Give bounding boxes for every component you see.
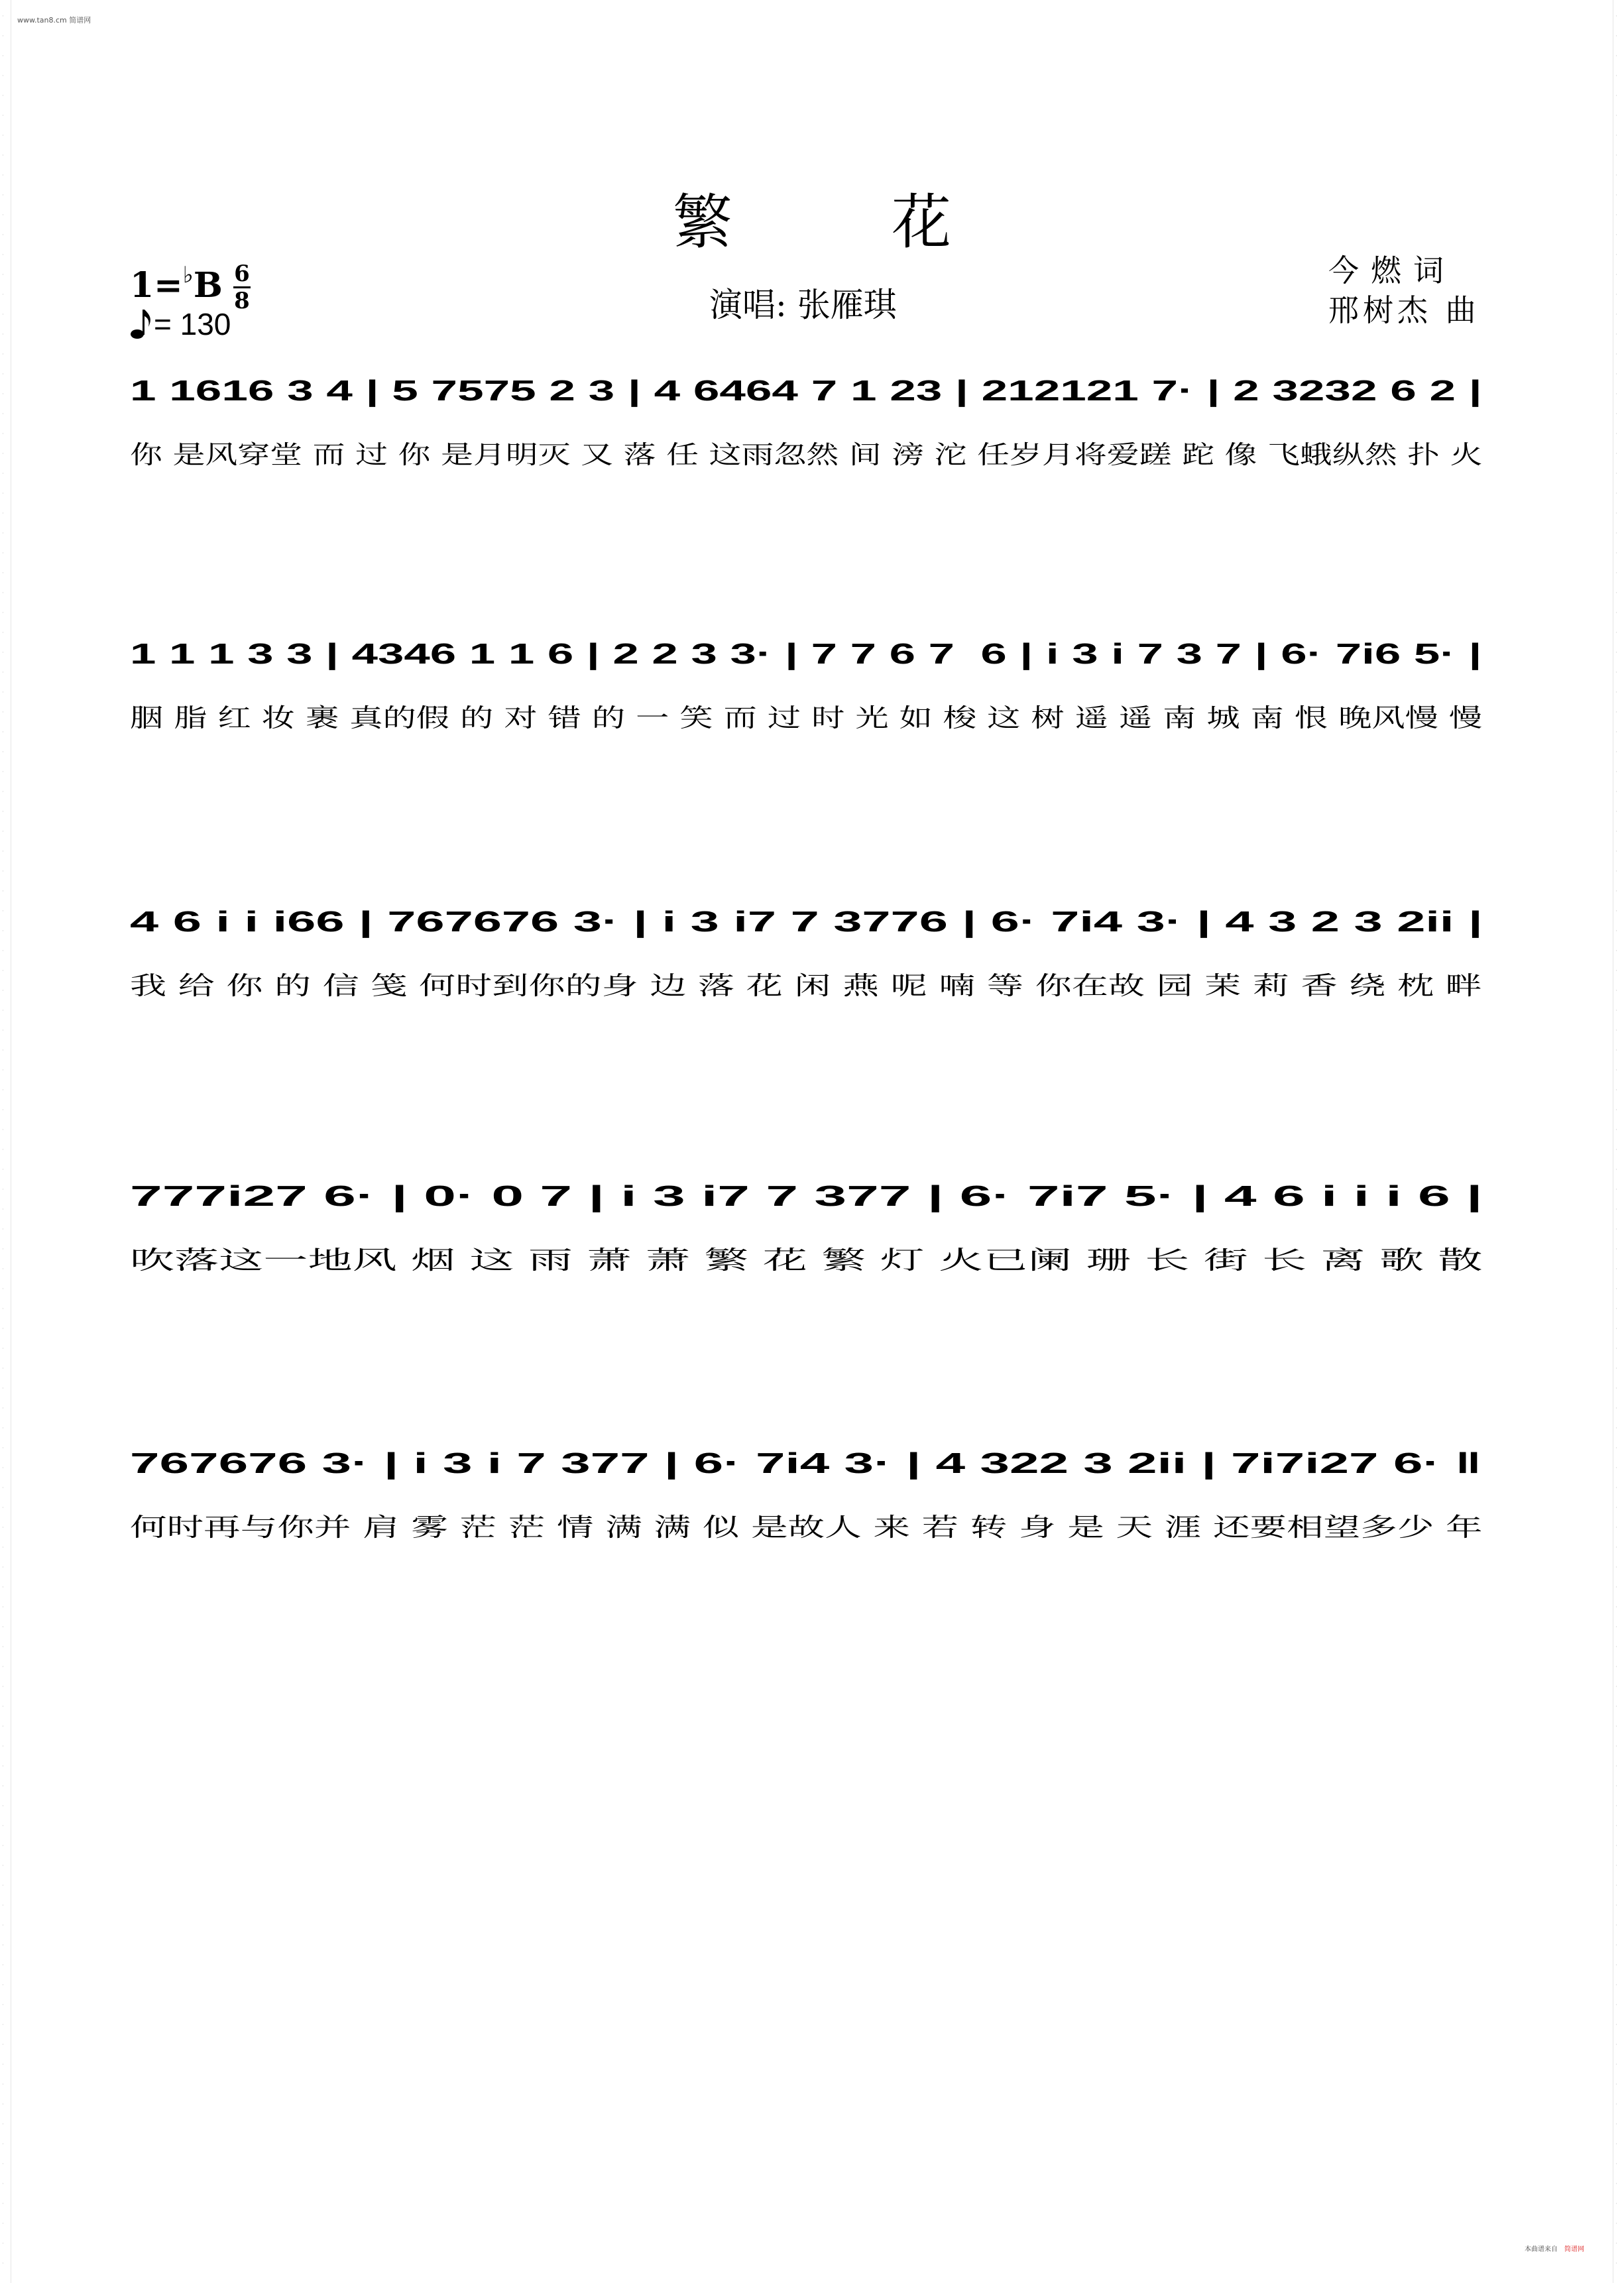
strip-mark: · <box>1615 33 1617 40</box>
strip-mark: · <box>1615 709 1617 716</box>
strip-mark: · <box>2 729 4 736</box>
strip-mark: · <box>1615 1087 1617 1094</box>
strip-mark: · <box>1615 1127 1617 1134</box>
strip-mark: · <box>1615 272 1617 278</box>
strip-mark: · <box>2 1962 4 1969</box>
strip-mark: · <box>1615 1763 1617 1770</box>
strip-mark: · <box>2 2101 4 2108</box>
strip-mark: · <box>2 1922 4 1929</box>
strip-mark: · <box>1615 1067 1617 1074</box>
strip-mark: · <box>2 689 4 696</box>
strip-mark: · <box>1615 113 1617 119</box>
strip-mark: · <box>2 1664 4 1670</box>
strip-mark: · <box>2 1883 4 1889</box>
strip-mark: · <box>1615 53 1617 60</box>
strip-mark: · <box>2 1545 4 1551</box>
strip-mark: · <box>1615 451 1617 457</box>
strip-mark: · <box>1615 928 1617 935</box>
score-row-5 <box>130 1447 1495 1593</box>
title-char-1: 繁 <box>673 188 732 257</box>
strip-mark: · <box>1615 789 1617 795</box>
strip-mark: · <box>2 1644 4 1651</box>
strip-mark: · <box>2 1326 4 1332</box>
right-margin-strip <box>1613 0 1624 2283</box>
strip-mark: · <box>2 2241 4 2247</box>
strip-mark: · <box>2 1047 4 1054</box>
strip-mark: · <box>1615 1027 1617 1034</box>
strip-mark: · <box>1615 1405 1617 1412</box>
strip-mark: · <box>2 1027 4 1034</box>
strip-mark: · <box>1615 1326 1617 1332</box>
strip-mark: · <box>1615 1624 1617 1631</box>
score-row-3 <box>130 906 1495 1051</box>
strip-mark: · <box>2 1366 4 1372</box>
strip-mark: · <box>1615 1525 1617 1531</box>
strip-mark: · <box>1615 988 1617 994</box>
strip-mark: · <box>2 1405 4 1412</box>
strip-mark: · <box>2 530 4 537</box>
strip-mark: · <box>1615 1903 1617 1909</box>
title-char-2: 花 <box>892 188 951 257</box>
lyrics-line: 何时再与你并 肩 雾 茫 茫 情 满 满 似 是故人 来 若 转 身 是 天 涯 还要相望多少 年 <box>130 1513 1483 1542</box>
strip-mark: · <box>2 948 4 955</box>
strip-mark: · <box>1615 411 1617 418</box>
composer: 邢树杰 曲 <box>1328 292 1480 328</box>
strip-mark: · <box>1615 1167 1617 1173</box>
strip-mark: · <box>1615 2081 1617 2088</box>
strip-mark: · <box>1615 1883 1617 1889</box>
strip-mark: · <box>1615 1505 1617 1511</box>
strip-mark: · <box>1615 391 1617 398</box>
strip-mark: · <box>2 232 4 239</box>
strip-mark: · <box>2 849 4 855</box>
notation-line: 4 6 i i i66 | 767676 3· | i 3 i7 7 3776 | 6· 7i4 3· | 4 3 2 3 2ii | <box>130 906 1483 938</box>
strip-mark: · <box>2 133 4 139</box>
strip-mark: · <box>2 1743 4 1750</box>
strip-mark: · <box>2 391 4 398</box>
notation-line: 1 1616 3 4 | 5 7575 2 3 | 4 6464 7 1 23 | 212121 7· | 2 3232 6 2 | <box>130 375 1482 407</box>
strip-mark: · <box>1615 610 1617 616</box>
strip-mark: · <box>2 172 4 179</box>
left-margin-strip <box>0 0 11 2283</box>
strip-mark: · <box>1615 1385 1617 1392</box>
strip-mark: · <box>2 1823 4 1830</box>
strip-mark: · <box>2 709 4 716</box>
strip-mark: · <box>2 1604 4 1611</box>
strip-mark: · <box>1615 630 1617 636</box>
strip-mark: · <box>1615 1465 1617 1472</box>
strip-mark: · <box>1615 1962 1617 1969</box>
performer: 演唱: 张雁琪 <box>709 286 897 324</box>
strip-mark: · <box>1615 729 1617 736</box>
strip-mark: · <box>2 590 4 597</box>
strip-mark: · <box>2 928 4 935</box>
strip-mark: · <box>2 789 4 795</box>
strip-mark: · <box>1615 1266 1617 1273</box>
strip-mark: · <box>2 1724 4 1730</box>
strip-mark: · <box>2 212 4 219</box>
strip-mark: · <box>1615 13 1617 20</box>
strip-mark: · <box>1615 1684 1617 1690</box>
strip-mark: · <box>1615 1843 1617 1849</box>
strip-mark: · <box>1615 1425 1617 1432</box>
strip-mark: · <box>1615 232 1617 239</box>
strip-mark: · <box>1615 1246 1617 1253</box>
footer-left: 本曲谱来自 <box>1525 2246 1558 2253</box>
strip-mark: · <box>1615 1346 1617 1352</box>
strip-mark: · <box>1615 1922 1617 1929</box>
strip-mark: · <box>2 431 4 438</box>
strip-mark: · <box>2 2022 4 2028</box>
strip-mark: · <box>1615 868 1617 875</box>
tempo-marking <box>130 306 231 342</box>
strip-mark: · <box>2 1704 4 1710</box>
strip-mark: · <box>1615 550 1617 557</box>
notation-line: 767676 3· | i 3 i 7 377 | 6· 7i4 3· | 4 322 3 2ii | 7i7i27 6· ‖ <box>130 1447 1482 1480</box>
strip-mark: · <box>2 2081 4 2088</box>
strip-mark: · <box>1615 968 1617 974</box>
strip-mark: · <box>2 1525 4 1531</box>
strip-mark: · <box>1615 1445 1617 1452</box>
lyrics-line: 吹落这一地风 烟 这 雨 萧 萧 繁 花 繁 灯 火已阑 珊 长 街 长 离 歌 散 <box>130 1246 1483 1275</box>
lyrics-line: 我 给 你 的 信 笺 何时到你的身 边 落 花 闲 燕 呢 喃 等 你在故 园 茉 莉 香 绕 枕 畔 <box>130 971 1482 1000</box>
strip-mark: · <box>1615 948 1617 955</box>
strip-mark: · <box>2 93 4 99</box>
strip-mark: · <box>1615 2141 1617 2148</box>
time-sig-bottom: 8 <box>234 288 250 314</box>
eighth-note-icon <box>130 307 154 340</box>
score-row-1 <box>130 375 1495 520</box>
key-signature <box>130 262 223 306</box>
tempo-value: = 130 <box>154 307 231 341</box>
strip-mark: · <box>1615 1187 1617 1193</box>
time-signature <box>233 263 251 312</box>
key-prefix: 1= <box>130 265 183 306</box>
strip-mark: · <box>1615 570 1617 577</box>
strip-mark: · <box>1615 133 1617 139</box>
strip-mark: · <box>2 2141 4 2148</box>
strip-mark: · <box>1615 2260 1617 2267</box>
strip-mark: · <box>2 2201 4 2207</box>
strip-mark: · <box>2 73 4 80</box>
strip-mark: · <box>2 610 4 616</box>
strip-mark: · <box>2 809 4 815</box>
strip-mark: · <box>2 908 4 915</box>
strip-mark: · <box>1615 2121 1617 2128</box>
strip-mark: · <box>1615 1664 1617 1670</box>
strip-mark: · <box>2 2121 4 2128</box>
strip-mark: · <box>2 252 4 259</box>
time-sig-top: 6 <box>234 261 250 287</box>
strip-mark: · <box>2 272 4 278</box>
score-row-2 <box>130 638 1495 784</box>
strip-mark: · <box>2 968 4 974</box>
strip-mark: · <box>2 1067 4 1074</box>
strip-mark: · <box>1615 689 1617 696</box>
strip-mark: · <box>2 1226 4 1233</box>
strip-mark: · <box>1615 252 1617 259</box>
strip-mark: · <box>2 1803 4 1810</box>
strip-mark: · <box>2 1246 4 1253</box>
strip-mark: · <box>1615 809 1617 815</box>
strip-mark: · <box>1615 1704 1617 1710</box>
strip-mark: · <box>2 1564 4 1571</box>
strip-mark: · <box>1615 829 1617 835</box>
strip-mark: · <box>2 1107 4 1114</box>
strip-mark: · <box>1615 530 1617 537</box>
strip-mark: · <box>2 769 4 776</box>
strip-mark: · <box>2 1863 4 1869</box>
strip-mark: · <box>2 1187 4 1193</box>
strip-mark: · <box>2 2062 4 2068</box>
strip-mark: · <box>2 1465 4 1472</box>
strip-mark: · <box>2 2042 4 2048</box>
strip-mark: · <box>2 152 4 159</box>
strip-mark: · <box>1615 1564 1617 1571</box>
strip-mark: · <box>1615 849 1617 855</box>
strip-mark: · <box>2 2181 4 2188</box>
strip-mark: · <box>1615 1226 1617 1233</box>
strip-mark: · <box>2 13 4 20</box>
strip-mark: · <box>1615 1863 1617 1869</box>
strip-mark: · <box>2 292 4 298</box>
strip-mark: · <box>2 1266 4 1273</box>
strip-mark: · <box>1615 1942 1617 1949</box>
strip-mark: · <box>2 1286 4 1293</box>
strip-mark: · <box>2 1624 4 1631</box>
strip-mark: · <box>1615 212 1617 219</box>
strip-mark: · <box>2 1982 4 1989</box>
strip-mark: · <box>2 1425 4 1432</box>
strip-mark: · <box>1615 1306 1617 1313</box>
strip-mark: · <box>1615 331 1617 338</box>
strip-mark: · <box>1615 888 1617 895</box>
strip-mark: · <box>1615 1724 1617 1730</box>
strip-mark: · <box>2 1485 4 1492</box>
strip-mark: · <box>2 1505 4 1511</box>
strip-mark: · <box>2 2161 4 2168</box>
strip-mark: · <box>2 351 4 358</box>
strip-mark: · <box>2 2002 4 2009</box>
strip-mark: · <box>2 1684 4 1690</box>
strip-mark: · <box>1615 1743 1617 1750</box>
key-note: B <box>193 265 223 306</box>
strip-mark: · <box>2 1843 4 1849</box>
strip-mark: · <box>1615 2062 1617 2068</box>
strip-mark: · <box>2 312 4 318</box>
strip-mark: · <box>1615 2201 1617 2207</box>
strip-mark: · <box>1615 471 1617 477</box>
strip-mark: · <box>1615 172 1617 179</box>
strip-mark: · <box>1615 2221 1617 2227</box>
strip-mark: · <box>1615 2241 1617 2247</box>
strip-mark: · <box>1615 431 1617 438</box>
strip-mark: · <box>1615 1783 1617 1790</box>
strip-mark: · <box>1615 2181 1617 2188</box>
strip-mark: · <box>2 411 4 418</box>
strip-mark: · <box>1615 1206 1617 1213</box>
lyrics-line: 胭 脂 红 妆 裹 真的假 的 对 错 的 一 笑 而 过 时 光 如 梭 这 树 遥 遥 南 城 南 恨 晚风慢 慢 <box>130 703 1483 732</box>
strip-mark: · <box>2 1147 4 1153</box>
strip-mark: · <box>2 988 4 994</box>
strip-mark: · <box>2 2260 4 2267</box>
footer-right: 简谱网 <box>1564 2246 1584 2253</box>
strip-mark: · <box>2 650 4 656</box>
strip-mark: · <box>2 749 4 756</box>
strip-mark: · <box>1615 670 1617 676</box>
strip-mark: · <box>2 1584 4 1591</box>
strip-mark: · <box>2 192 4 199</box>
strip-mark: · <box>1615 1823 1617 1830</box>
strip-mark: · <box>2 53 4 60</box>
strip-mark: · <box>2 1903 4 1909</box>
strip-mark: · <box>2 2221 4 2227</box>
strip-mark: · <box>1615 2042 1617 2048</box>
strip-mark: · <box>2 510 4 517</box>
flat-icon: ♭ <box>182 262 194 288</box>
strip-mark: · <box>2 829 4 835</box>
strip-mark: · <box>1615 1008 1617 1014</box>
strip-mark: · <box>2 1942 4 1949</box>
strip-mark: · <box>2 670 4 676</box>
strip-mark: · <box>1615 93 1617 99</box>
strip-mark: · <box>2 1346 4 1352</box>
strip-mark: · <box>2 1783 4 1790</box>
strip-mark: · <box>1615 192 1617 199</box>
strip-mark: · <box>1615 908 1617 915</box>
strip-mark: · <box>2 1008 4 1014</box>
strip-mark: · <box>1615 1545 1617 1551</box>
strip-mark: · <box>1615 1485 1617 1492</box>
strip-mark: · <box>1615 371 1617 378</box>
strip-mark: · <box>1615 312 1617 318</box>
strip-mark: · <box>2 451 4 457</box>
strip-mark: · <box>1615 152 1617 159</box>
strip-mark: · <box>1615 292 1617 298</box>
strip-mark: · <box>2 888 4 895</box>
notation-line: 1 1 1 3 3 | 4346 1 1 6 | 2 2 3 3· | 7 7 6 7 6 | i 3 i 7 3 7 | 6· 7i6 5· | <box>130 638 1482 670</box>
strip-mark: · <box>2 1385 4 1392</box>
strip-mark: · <box>2 1206 4 1213</box>
score-row-4 <box>130 1180 1495 1326</box>
strip-mark: · <box>2 570 4 577</box>
strip-mark: · <box>1615 1047 1617 1054</box>
strip-mark: · <box>2 868 4 875</box>
strip-mark: · <box>1615 510 1617 517</box>
strip-mark: · <box>1615 1644 1617 1651</box>
strip-mark: · <box>2 1445 4 1452</box>
strip-mark: · <box>1615 749 1617 756</box>
strip-mark: · <box>1615 1604 1617 1611</box>
strip-mark: · <box>2 331 4 338</box>
footer-tag <box>1525 2243 1584 2253</box>
strip-mark: · <box>1615 1366 1617 1372</box>
strip-mark: · <box>2 1127 4 1134</box>
strip-mark: · <box>1615 2101 1617 2108</box>
strip-mark: · <box>1615 351 1617 358</box>
strip-mark: · <box>1615 2022 1617 2028</box>
strip-mark: · <box>1615 1803 1617 1810</box>
strip-mark: · <box>2 113 4 119</box>
strip-mark: · <box>2 33 4 40</box>
lyrics-line: 你 是风穿堂 而 过 你 是月明灭 又 落 任 这雨忽然 间 滂 沱 任岁月将爱蹉 跎 像 飞蛾纵然 扑 火 <box>130 440 1483 469</box>
strip-mark: · <box>1615 73 1617 80</box>
strip-mark: · <box>1615 2002 1617 2009</box>
strip-mark: · <box>2 630 4 636</box>
site-tag: www.tan8.cm 简谱网 <box>17 16 91 25</box>
strip-mark: · <box>2 550 4 557</box>
strip-mark: · <box>1615 1982 1617 1989</box>
strip-mark: · <box>2 1763 4 1770</box>
strip-mark: · <box>2 1087 4 1094</box>
lyricist: 今燃词 <box>1328 253 1456 288</box>
strip-mark: · <box>1615 1584 1617 1591</box>
strip-mark: · <box>1615 491 1617 497</box>
strip-mark: · <box>2 1306 4 1313</box>
strip-mark: · <box>1615 590 1617 597</box>
strip-mark: · <box>2 491 4 497</box>
strip-mark: · <box>2 471 4 477</box>
strip-mark: · <box>2 371 4 378</box>
strip-mark: · <box>1615 1107 1617 1114</box>
strip-mark: · <box>2 1167 4 1173</box>
strip-mark: · <box>1615 1286 1617 1293</box>
strip-mark: · <box>1615 1147 1617 1153</box>
notation-line: 777i27 6· | 0· 0 7 | i 3 i7 7 377 | 6· 7i7 5· | 4 6 i i i 6 | <box>130 1180 1483 1212</box>
strip-mark: · <box>1615 2161 1617 2168</box>
strip-mark: · <box>1615 769 1617 776</box>
strip-mark: · <box>1615 650 1617 656</box>
